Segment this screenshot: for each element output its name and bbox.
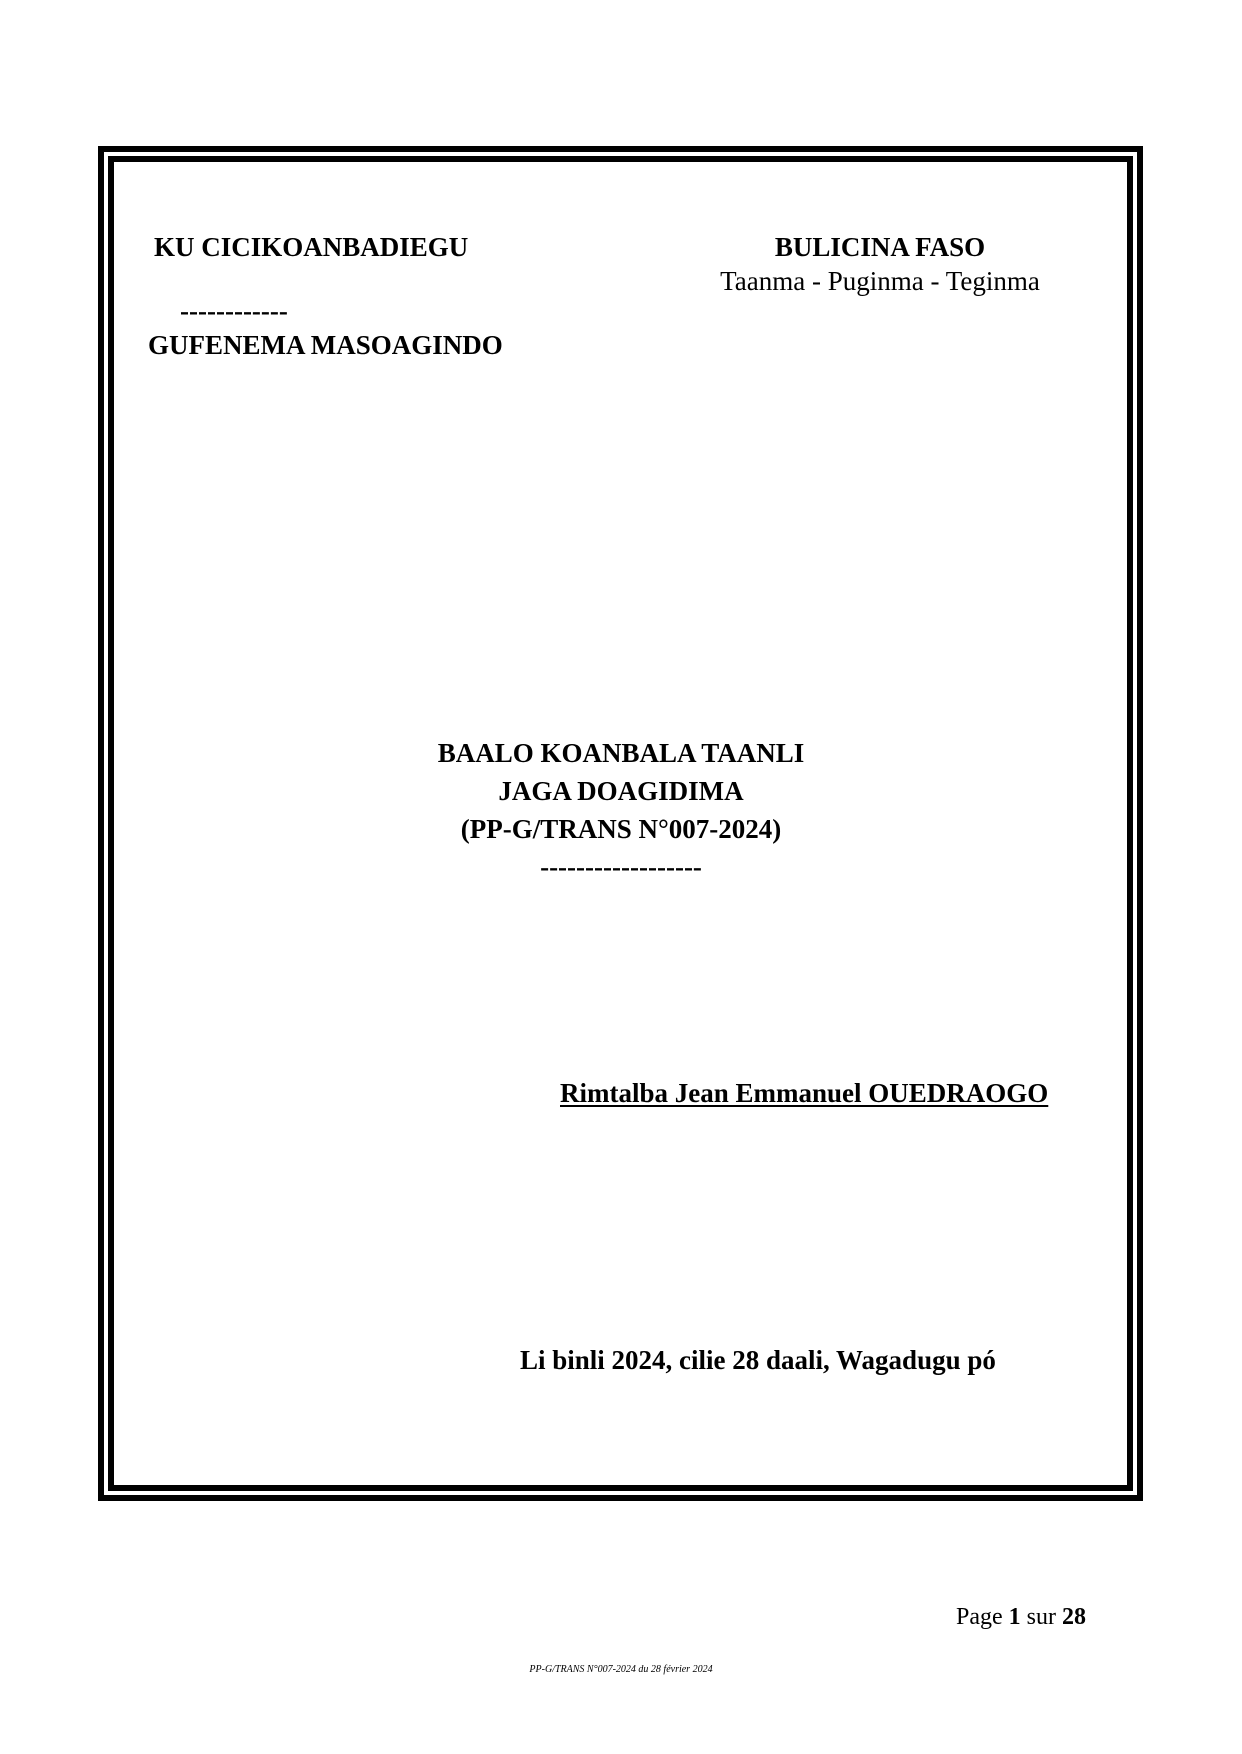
document-title-block <box>321 734 921 886</box>
country-name: BULICINA FASO <box>774 232 986 262</box>
page-prefix: Page <box>956 1604 1009 1630</box>
title-line-2: JAGA DOAGIDIMA <box>498 776 744 806</box>
national-motto: Taanma - Puginma - Teginma <box>720 266 1040 296</box>
page-total: 28 <box>1062 1604 1086 1630</box>
ministry-name: KU CICIKOANBADIEGU <box>154 232 469 262</box>
author-name: Rimtalba Jean Emmanuel OUEDRAOGO <box>560 1078 1049 1108</box>
page-number <box>956 1604 1086 1631</box>
title-line-1: BAALO KOANBALA TAANLI <box>437 738 805 768</box>
title-reference: (PP-G/TRANS N°007-2024) <box>460 814 782 844</box>
date-place-line: Li binli 2024, cilie 28 daali, Wagadugu pó <box>520 1345 996 1375</box>
footer-reference: PP-G/TRANS N°007-2024 du 28 février 2024 <box>529 1664 713 1675</box>
page-middle: sur <box>1020 1604 1062 1630</box>
secretariat-name: GUFENEMA MASOAGINDO <box>148 330 503 360</box>
page-current: 1 <box>1008 1604 1021 1630</box>
title-separator: ------------------ <box>540 852 702 882</box>
header-separator: ------------ <box>180 296 288 326</box>
